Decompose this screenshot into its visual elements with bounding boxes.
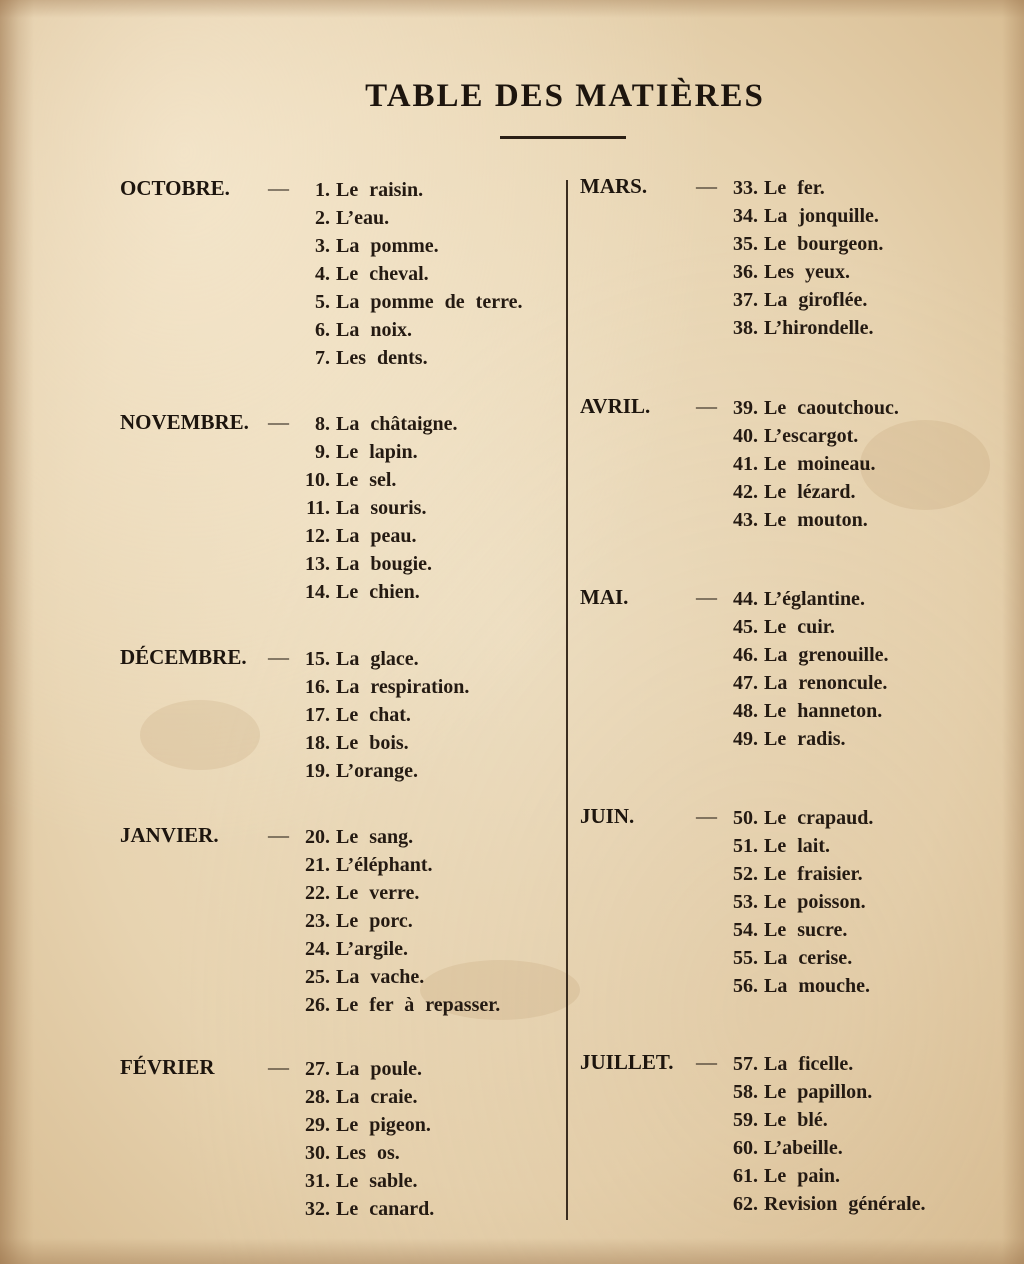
toc-entry bbox=[722, 478, 899, 506]
entry-topic: Le sang. bbox=[336, 826, 414, 848]
entry-number: 14. bbox=[305, 581, 330, 603]
toc-entry bbox=[294, 522, 458, 550]
entry-topic: La craie. bbox=[336, 1086, 418, 1108]
month-dash: — bbox=[696, 174, 717, 198]
toc-entry bbox=[294, 1167, 434, 1195]
entry-topic: Le radis. bbox=[764, 728, 846, 750]
entry-topic: Le chat. bbox=[336, 704, 411, 726]
entry-topic: La pomme de terre. bbox=[336, 291, 523, 313]
page-edge-shadow-bottom bbox=[0, 1238, 1024, 1264]
toc-entry bbox=[722, 888, 873, 916]
toc-entry bbox=[294, 232, 522, 260]
entry-number: 56. bbox=[733, 975, 758, 997]
entry-topic: L’orange. bbox=[336, 760, 419, 782]
entry-topic: Le bois. bbox=[336, 732, 409, 754]
toc-entry bbox=[294, 176, 522, 204]
entry-number: 43. bbox=[733, 509, 758, 531]
toc-entry bbox=[294, 1139, 434, 1167]
entry-topic: Le hanneton. bbox=[764, 700, 883, 722]
entry-number: 28. bbox=[305, 1086, 330, 1108]
entry-number: 49. bbox=[733, 728, 758, 750]
month-dash: — bbox=[268, 176, 289, 200]
entry-number: 27. bbox=[305, 1058, 330, 1080]
entry-number: 48. bbox=[733, 700, 758, 722]
entry-topic: Les dents. bbox=[336, 347, 428, 369]
title-underline bbox=[500, 136, 626, 139]
entry-topic: La vache. bbox=[336, 966, 425, 988]
entry-list bbox=[722, 804, 873, 1000]
entry-topic: Le mouton. bbox=[764, 509, 868, 531]
toc-entry bbox=[722, 944, 873, 972]
toc-entry bbox=[294, 1083, 434, 1111]
entry-topic: Le canard. bbox=[336, 1198, 435, 1220]
entry-number: 62. bbox=[733, 1193, 758, 1215]
entry-topic: La bougie. bbox=[336, 553, 433, 575]
page-title: TABLE DES MATIÈRES bbox=[365, 78, 765, 114]
toc-entry bbox=[722, 972, 873, 1000]
month-heading: MARS. bbox=[580, 174, 648, 198]
entry-number: 25. bbox=[305, 966, 330, 988]
entry-number: 5. bbox=[315, 291, 330, 313]
month-heading: NOVEMBRE. bbox=[120, 410, 249, 434]
toc-entry bbox=[294, 907, 500, 935]
entry-number: 4. bbox=[315, 263, 330, 285]
toc-entry bbox=[294, 466, 458, 494]
entry-topic: Revision générale. bbox=[764, 1193, 926, 1215]
entry-topic: La mouche. bbox=[764, 975, 870, 997]
entry-number: 46. bbox=[733, 644, 758, 666]
toc-entry bbox=[294, 823, 500, 851]
entry-number: 51. bbox=[733, 835, 758, 857]
toc-entry bbox=[294, 757, 469, 785]
entry-number: 1. bbox=[315, 179, 330, 201]
entry-number: 32. bbox=[305, 1198, 330, 1220]
entry-topic: Le papillon. bbox=[764, 1081, 873, 1103]
entry-topic: La pomme. bbox=[336, 235, 439, 257]
toc-entry bbox=[722, 1078, 926, 1106]
month-heading: OCTOBRE. bbox=[120, 176, 230, 200]
toc-entry bbox=[294, 204, 522, 232]
entry-number: 20. bbox=[305, 826, 330, 848]
entry-number: 34. bbox=[733, 205, 758, 227]
column-divider bbox=[566, 180, 568, 1220]
entry-number: 47. bbox=[733, 672, 758, 694]
toc-entry bbox=[722, 314, 883, 342]
toc-entry bbox=[294, 879, 500, 907]
entry-number: 38. bbox=[733, 317, 758, 339]
entry-topic: La peau. bbox=[336, 525, 417, 547]
entry-number: 29. bbox=[305, 1114, 330, 1136]
entry-topic: Le lapin. bbox=[336, 441, 418, 463]
toc-entry bbox=[722, 669, 889, 697]
entry-number: 6. bbox=[315, 319, 330, 341]
month-dash: — bbox=[696, 1050, 717, 1074]
entry-list bbox=[722, 585, 889, 753]
entry-number: 17. bbox=[305, 704, 330, 726]
entry-topic: La renoncule. bbox=[764, 672, 888, 694]
entry-topic: L’abeille. bbox=[764, 1137, 843, 1159]
entry-number: 45. bbox=[733, 616, 758, 638]
toc-entry bbox=[294, 288, 522, 316]
paper-stain bbox=[140, 700, 260, 770]
month-dash: — bbox=[268, 1055, 289, 1079]
entry-number: 53. bbox=[733, 891, 758, 913]
page-edge-shadow-top bbox=[0, 0, 1024, 18]
entry-topic: Le pain. bbox=[764, 1165, 841, 1187]
entry-number: 26. bbox=[305, 994, 330, 1016]
entry-number: 19. bbox=[305, 760, 330, 782]
entry-number: 18. bbox=[305, 732, 330, 754]
toc-entry bbox=[294, 729, 469, 757]
entry-number: 58. bbox=[733, 1081, 758, 1103]
month-heading: JUILLET. bbox=[580, 1050, 674, 1074]
entry-topic: La cerise. bbox=[764, 947, 853, 969]
toc-entry bbox=[294, 316, 522, 344]
entry-number: 31. bbox=[305, 1170, 330, 1192]
entry-number: 40. bbox=[733, 425, 758, 447]
entry-topic: Le fer à repasser. bbox=[336, 994, 501, 1016]
toc-entry bbox=[722, 1190, 926, 1218]
toc-entry bbox=[294, 673, 469, 701]
toc-entry bbox=[722, 394, 899, 422]
month-heading: JANVIER. bbox=[120, 823, 219, 847]
toc-entry bbox=[722, 286, 883, 314]
entry-number: 42. bbox=[733, 481, 758, 503]
entry-number: 8. bbox=[315, 413, 330, 435]
toc-entry bbox=[294, 645, 469, 673]
entry-number: 3. bbox=[315, 235, 330, 257]
toc-entry bbox=[722, 1050, 926, 1078]
toc-entry bbox=[722, 585, 889, 613]
entry-topic: La respiration. bbox=[336, 676, 470, 698]
toc-entry bbox=[722, 697, 889, 725]
month-dash: — bbox=[696, 394, 717, 418]
toc-entry bbox=[294, 935, 500, 963]
toc-entry bbox=[722, 641, 889, 669]
toc-entry bbox=[722, 804, 873, 832]
entry-number: 7. bbox=[315, 347, 330, 369]
entry-number: 61. bbox=[733, 1165, 758, 1187]
entry-list bbox=[294, 410, 458, 606]
entry-number: 21. bbox=[305, 854, 330, 876]
entry-topic: Le lait. bbox=[764, 835, 830, 857]
entry-topic: Le verre. bbox=[336, 882, 420, 904]
month-heading: JUIN. bbox=[580, 804, 635, 828]
entry-topic: Le caoutchouc. bbox=[764, 397, 899, 419]
toc-entry bbox=[722, 725, 889, 753]
toc-entry bbox=[294, 578, 458, 606]
entry-topic: Le raisin. bbox=[336, 179, 424, 201]
month-dash: — bbox=[696, 585, 717, 609]
entry-topic: L’eau. bbox=[336, 207, 390, 229]
entry-number: 54. bbox=[733, 919, 758, 941]
entry-number: 37. bbox=[733, 289, 758, 311]
month-dash: — bbox=[268, 645, 289, 669]
entry-topic: La glace. bbox=[336, 648, 419, 670]
entry-list bbox=[722, 1050, 926, 1218]
entry-topic: L’argile. bbox=[336, 938, 409, 960]
entry-topic: Le sucre. bbox=[764, 919, 848, 941]
toc-entry bbox=[722, 174, 883, 202]
entry-topic: L’escargot. bbox=[764, 425, 859, 447]
entry-topic: L’églantine. bbox=[764, 588, 865, 610]
entry-number: 60. bbox=[733, 1137, 758, 1159]
entry-number: 44. bbox=[733, 588, 758, 610]
toc-entry bbox=[722, 450, 899, 478]
toc-entry bbox=[722, 1134, 926, 1162]
entry-number: 36. bbox=[733, 261, 758, 283]
toc-entry bbox=[294, 991, 500, 1019]
entry-list bbox=[722, 394, 899, 534]
entry-number: 52. bbox=[733, 863, 758, 885]
toc-entry bbox=[294, 344, 522, 372]
entry-number: 33. bbox=[733, 177, 758, 199]
entry-topic: Les os. bbox=[336, 1142, 400, 1164]
month-dash: — bbox=[696, 804, 717, 828]
entry-topic: L’hirondelle. bbox=[764, 317, 874, 339]
toc-entry bbox=[722, 916, 873, 944]
entry-number: 59. bbox=[733, 1109, 758, 1131]
entry-topic: Le sel. bbox=[336, 469, 397, 491]
entry-topic: Le porc. bbox=[336, 910, 413, 932]
entry-number: 9. bbox=[315, 441, 330, 463]
toc-entry bbox=[722, 258, 883, 286]
toc-entry bbox=[294, 963, 500, 991]
entry-number: 57. bbox=[733, 1053, 758, 1075]
month-heading: FÉVRIER bbox=[120, 1055, 215, 1079]
entry-topic: Le blé. bbox=[764, 1109, 828, 1131]
entry-list bbox=[294, 823, 500, 1019]
toc-entry bbox=[722, 506, 899, 534]
entry-topic: Le sable. bbox=[336, 1170, 418, 1192]
toc-entry bbox=[294, 1195, 434, 1223]
entry-number: 23. bbox=[305, 910, 330, 932]
toc-entry bbox=[722, 1162, 926, 1190]
entry-number: 55. bbox=[733, 947, 758, 969]
toc-entry bbox=[294, 494, 458, 522]
toc-entry bbox=[294, 1055, 434, 1083]
month-dash: — bbox=[268, 410, 289, 434]
entry-topic: Le cheval. bbox=[336, 263, 429, 285]
entry-topic: Le bourgeon. bbox=[764, 233, 884, 255]
entry-topic: La ficelle. bbox=[764, 1053, 854, 1075]
entry-topic: La châtaigne. bbox=[336, 413, 458, 435]
entry-topic: Le moineau. bbox=[764, 453, 876, 475]
entry-topic: Le chien. bbox=[336, 581, 420, 603]
month-heading: AVRIL. bbox=[580, 394, 651, 418]
toc-entry bbox=[294, 1111, 434, 1139]
page-edge-shadow-left bbox=[0, 0, 34, 1264]
entry-list bbox=[294, 1055, 434, 1223]
entry-number: 22. bbox=[305, 882, 330, 904]
entry-topic: Le poisson. bbox=[764, 891, 866, 913]
entry-topic: La poule. bbox=[336, 1058, 423, 1080]
entry-topic: Le crapaud. bbox=[764, 807, 874, 829]
entry-number: 13. bbox=[305, 553, 330, 575]
month-dash: — bbox=[268, 823, 289, 847]
entry-topic: Le cuir. bbox=[764, 616, 835, 638]
entry-number: 50. bbox=[733, 807, 758, 829]
entry-number: 35. bbox=[733, 233, 758, 255]
toc-entry bbox=[722, 860, 873, 888]
entry-number: 39. bbox=[733, 397, 758, 419]
toc-entry bbox=[722, 1106, 926, 1134]
entry-topic: La jonquille. bbox=[764, 205, 879, 227]
toc-entry bbox=[294, 851, 500, 879]
toc-entry bbox=[722, 230, 883, 258]
toc-entry bbox=[722, 202, 883, 230]
entry-number: 11. bbox=[306, 497, 330, 519]
entry-topic: La noix. bbox=[336, 319, 413, 341]
entry-number: 10. bbox=[305, 469, 330, 491]
toc-entry bbox=[722, 832, 873, 860]
page-edge-shadow-right bbox=[1002, 0, 1024, 1264]
entry-number: 12. bbox=[305, 525, 330, 547]
entry-number: 41. bbox=[733, 453, 758, 475]
entry-number: 30. bbox=[305, 1142, 330, 1164]
entry-topic: Le fer. bbox=[764, 177, 825, 199]
toc-entry bbox=[294, 550, 458, 578]
entry-topic: Le lézard. bbox=[764, 481, 856, 503]
entry-list bbox=[294, 645, 469, 785]
entry-topic: Le fraisier. bbox=[764, 863, 863, 885]
entry-number: 16. bbox=[305, 676, 330, 698]
entry-number: 2. bbox=[315, 207, 330, 229]
month-heading: DÉCEMBRE. bbox=[120, 645, 247, 669]
month-heading: MAI. bbox=[580, 585, 629, 609]
entry-topic: Les yeux. bbox=[764, 261, 850, 283]
toc-entry bbox=[294, 701, 469, 729]
entry-topic: La giroflée. bbox=[764, 289, 868, 311]
toc-entry bbox=[294, 410, 458, 438]
entry-list bbox=[722, 174, 883, 342]
toc-entry bbox=[722, 422, 899, 450]
toc-entry bbox=[294, 260, 522, 288]
entry-list bbox=[294, 176, 522, 372]
toc-entry bbox=[294, 438, 458, 466]
entry-number: 15. bbox=[305, 648, 330, 670]
entry-topic: L’éléphant. bbox=[336, 854, 433, 876]
toc-entry bbox=[722, 613, 889, 641]
entry-topic: Le pigeon. bbox=[336, 1114, 431, 1136]
entry-number: 24. bbox=[305, 938, 330, 960]
entry-topic: La grenouille. bbox=[764, 644, 889, 666]
entry-topic: La souris. bbox=[336, 497, 427, 519]
